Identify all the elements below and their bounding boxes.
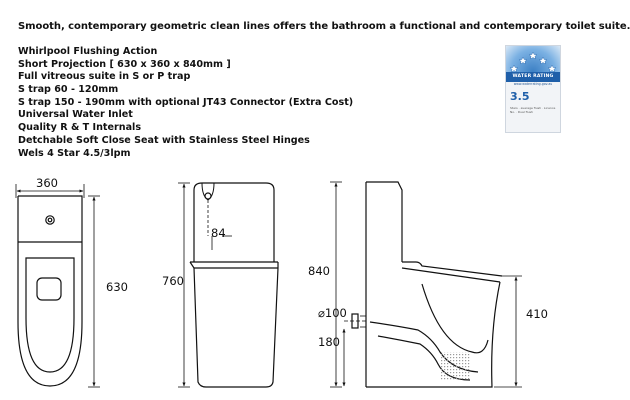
dim-front-inlet: 84: [211, 226, 226, 240]
wels-band: WATER RATING: [506, 72, 560, 82]
dim-front-height: 760: [162, 274, 184, 288]
spec-item: S trap 60 - 120mm: [18, 84, 119, 96]
dim-side-rim-height: 410: [526, 307, 548, 321]
top-view: [16, 184, 100, 387]
spec-item: Quality R & T Internals: [18, 122, 142, 134]
spec-item: Full vitreous suite in S or P trap: [18, 71, 191, 83]
dim-top-width: 360: [36, 176, 58, 190]
wels-rating-number: 3.5: [510, 90, 530, 103]
spec-item: Universal Water Inlet: [18, 109, 133, 121]
spec-item: Detchable Soft Close Seat with Stainless Steel Hinges: [18, 134, 310, 146]
front-view: [178, 183, 278, 387]
wels-site: www.waterrating.gov.au: [513, 82, 553, 86]
wels-fine-print: Stars · average flush · Licence No. · Dual flush: [510, 106, 556, 114]
spec-item: S trap 150 - 190mm with optional JT43 Connector (Extra Cost): [18, 96, 354, 108]
spec-item: Whirlpool Flushing Action: [18, 46, 158, 57]
dim-top-depth: 630: [106, 280, 128, 294]
dim-side-outlet-dia: ⌀100: [318, 306, 347, 320]
dim-side-outlet-height: 180: [318, 335, 340, 349]
intro-text: Smooth, contemporary geometric clean lines offers the bathroom a functional and contemporary toilet suite.: [18, 21, 630, 32]
spec-item: Short Projection [ 630 x 360 x 840mm ]: [18, 58, 231, 70]
side-view: [330, 182, 522, 387]
dim-side-height: 840: [308, 264, 330, 278]
spec-item: Wels 4 Star 4.5/3lpm: [18, 147, 131, 159]
